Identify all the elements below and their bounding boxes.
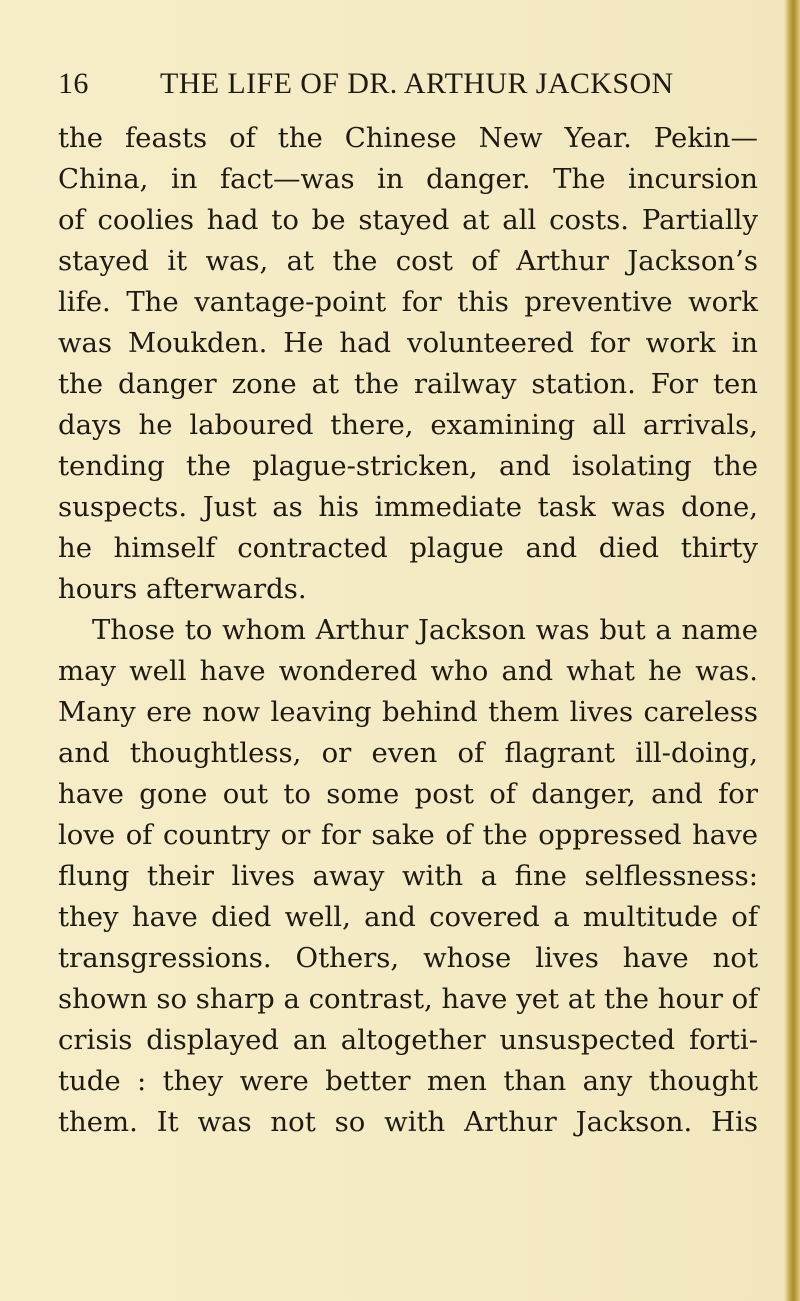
text-line: they have died well, and covered a multitude of (58, 901, 758, 933)
text-line: the feasts of the Chinese New Year. Pekin— (58, 122, 758, 154)
text-line: the danger zone at the railway station. For ten (58, 368, 758, 400)
text-line: stayed it was, at the cost of Arthur Jackson’s (58, 245, 758, 277)
text-line: crisis displayed an altogether unsuspected forti- (58, 1024, 758, 1056)
text-line: may well have wondered who and what he was. (58, 655, 758, 687)
text-line: them. It was not so with Arthur Jackson. His (58, 1106, 758, 1138)
text-line: Many ere now leaving behind them lives careless (58, 696, 758, 728)
page-number: 16 (58, 67, 89, 100)
text-line: tending the plague-stricken, and isolating the (58, 450, 758, 482)
text-line: have gone out to some post of danger, and for (58, 778, 758, 810)
running-head (58, 66, 738, 102)
text-line: and thoughtless, or even of flagrant ill-doing, (58, 737, 758, 769)
text-line: suspects. Just as his immediate task was done, (58, 491, 758, 523)
text-line: love of country or for sake of the oppressed have (58, 819, 758, 851)
text-line: China, in fact—was in danger. The incursion (58, 163, 758, 195)
text-line: he himself contracted plague and died thirty (58, 532, 758, 564)
page-edge (784, 0, 800, 1301)
text-line: transgressions. Others, whose lives have not (58, 942, 758, 974)
text-line: tude : they were better men than any thought (58, 1065, 758, 1097)
text-line: days he laboured there, examining all arrivals, (58, 409, 758, 441)
text-line: hours afterwards. (58, 573, 307, 605)
text-line: flung their lives away with a fine selflessness: (58, 860, 758, 892)
text-line: shown so sharp a contrast, have yet at the hour of (58, 983, 759, 1015)
text-line: Those to whom Arthur Jackson was but a name (92, 614, 758, 646)
text-line: was Moukden. He had volunteered for work in (58, 327, 758, 359)
text-line: life. The vantage-point for this preventive work (58, 286, 758, 318)
running-title: THE LIFE OF DR. ARTHUR JACKSON (160, 67, 674, 100)
text-line: of coolies had to be stayed at all costs. Partially (58, 204, 758, 236)
